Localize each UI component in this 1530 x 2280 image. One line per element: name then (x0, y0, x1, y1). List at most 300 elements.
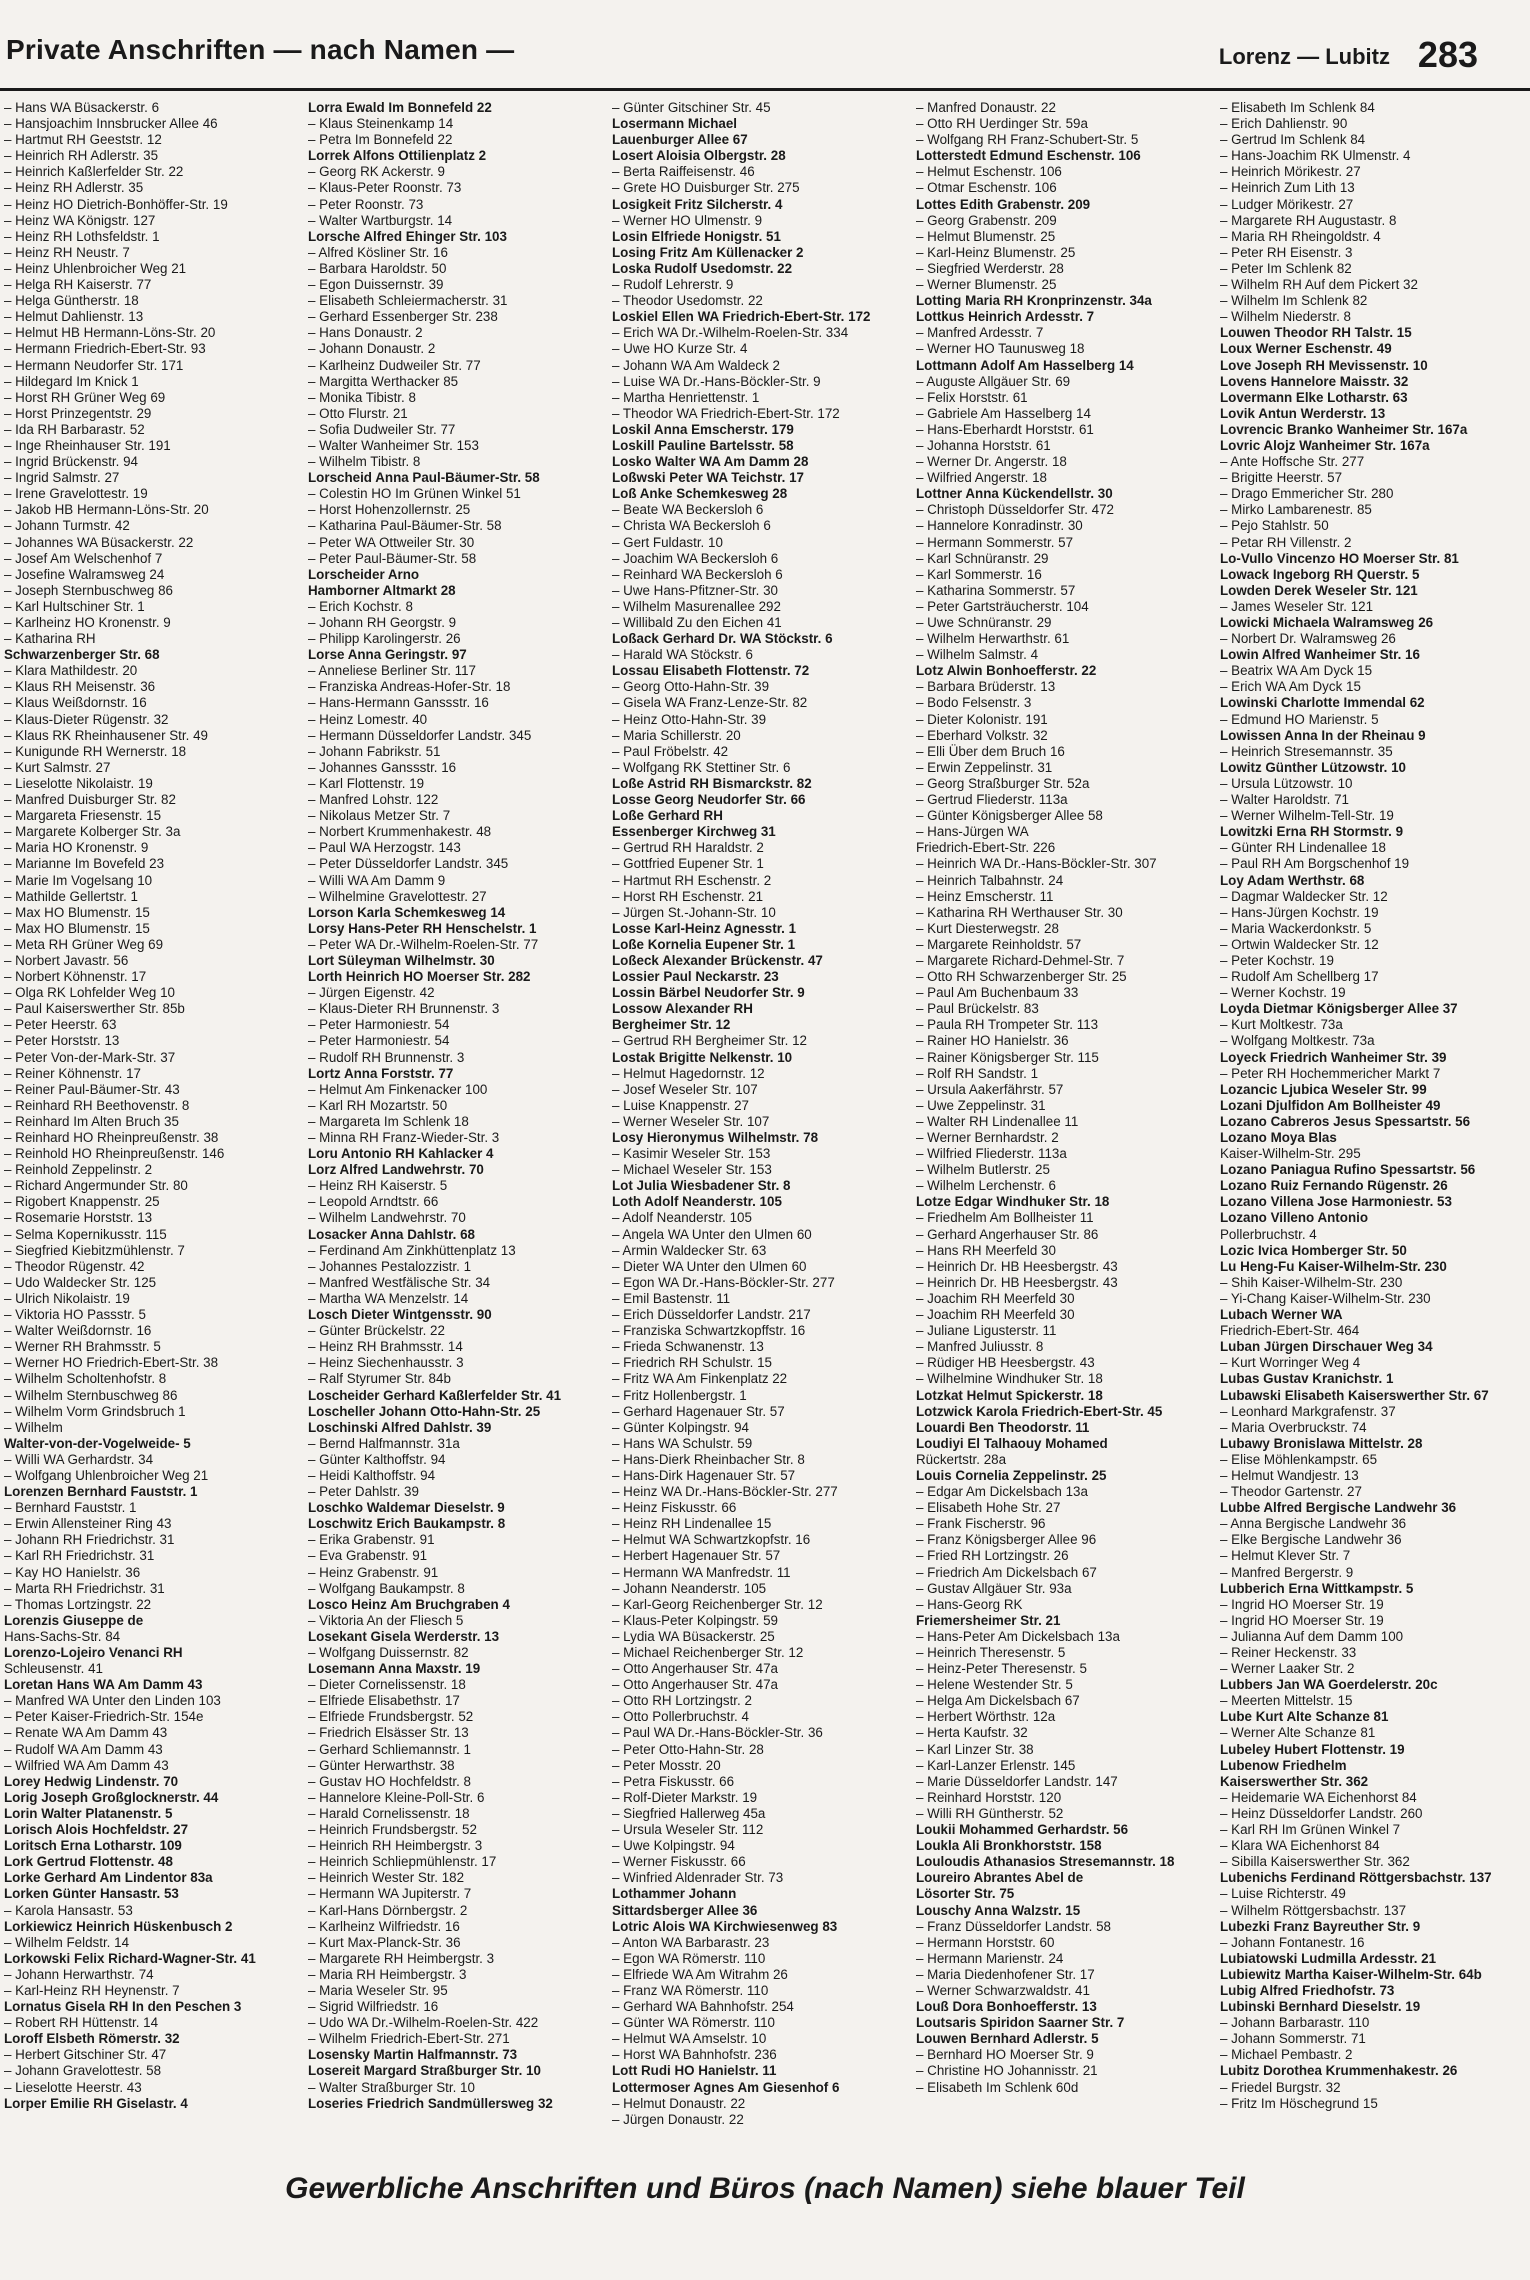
directory-entry: – Marianne Im Bovefeld 23 (4, 856, 165, 872)
directory-entry: Lubawski Elisabeth Kaiserswerther Str. 67 (1220, 1387, 1489, 1403)
directory-entry: – Viktoria HO Passstr. 5 (4, 1307, 146, 1323)
directory-entry: – Udo Waldecker Str. 125 (4, 1274, 157, 1290)
directory-entry: – Ralf Styrumer Str. 84b (308, 1371, 451, 1387)
directory-entry: – Mirko Lambarenestr. 85 (1220, 502, 1372, 518)
directory-entry: Schwarzenberger Str. 68 (4, 647, 160, 663)
directory-entry: – Werner Kochstr. 19 (1220, 985, 1346, 1001)
directory-entry: Lorson Karla Schemkesweg 14 (308, 904, 506, 920)
directory-column-5 (1220, 100, 1524, 2160)
directory-entry: – Armin Waldecker Str. 63 (612, 1242, 767, 1258)
directory-entry: – Heinz RH Neustr. 7 (4, 244, 130, 260)
directory-entry: – Irene Gravelottestr. 19 (4, 486, 148, 502)
directory-entry: – Gerhard WA Bahnhofstr. 254 (612, 1999, 794, 2015)
directory-entry: – Maria Overbruckstr. 74 (1220, 1419, 1367, 1435)
directory-entry: – Hermann WA Manfredstr. 11 (612, 1564, 791, 1580)
directory-entry: – Werner Alte Schanze 81 (1220, 1725, 1376, 1741)
directory-entry: – Ingrid HO Moerser Str. 19 (1220, 1612, 1384, 1628)
directory-entry: Losekant Gisela Werderstr. 13 (308, 1628, 500, 1644)
directory-entry: – Manfred WA Unter den Linden 103 (4, 1693, 221, 1709)
directory-entry: – Frank Fischerstr. 96 (916, 1516, 1046, 1532)
directory-entry: Loß Anke Schemkesweg 28 (612, 486, 788, 502)
directory-entry: – Maria Diedenhofener Str. 17 (916, 1966, 1095, 1982)
directory-entry: – Wilhelm Niederstr. 8 (1220, 309, 1351, 325)
directory-entry: Lozano Paniagua Rufino Spessartstr. 56 (1220, 1162, 1476, 1178)
directory-entry: – Gerhard Schliemannstr. 1 (308, 1741, 472, 1757)
directory-entry: Lubach Werner WA (1220, 1307, 1343, 1323)
directory-entry: Lotzwick Karola Friedrich-Ebert-Str. 45 (916, 1403, 1163, 1419)
directory-entry: – Maria RH Rheingoldstr. 4 (1220, 228, 1381, 244)
directory-entry: Losereit Margard Straßburger Str. 10 (308, 2063, 541, 2079)
directory-entry: – Heinrich Talbahnstr. 24 (916, 872, 1064, 888)
directory-entry: – Heinrich Dr. HB Heesbergstr. 43 (916, 1274, 1118, 1290)
directory-entry: – Klaus Weißdornstr. 16 (4, 695, 147, 711)
directory-entry: Lott Rudi HO Hanielstr. 11 (612, 2063, 777, 2079)
directory-entry: – Elli Über dem Bruch 16 (916, 743, 1065, 759)
directory-entry: – Helmut Wandjestr. 13 (1220, 1467, 1359, 1483)
directory-entry: Losch Dieter Wintgensstr. 90 (308, 1307, 492, 1323)
directory-entry: – Karl Schnüranstr. 29 (916, 550, 1049, 566)
directory-entry: – Wilhelm Masurenallee 292 (612, 598, 781, 614)
directory-entry: – Peter Düsseldorfer Landstr. 345 (308, 856, 509, 872)
directory-entry: Loßwski Peter WA Teichstr. 17 (612, 470, 804, 486)
directory-entry: – Günter Kalthoffstr. 94 (308, 1451, 446, 1467)
page-header (0, 0, 1530, 75)
directory-entry: – Erwin Zeppelinstr. 31 (916, 759, 1053, 775)
directory-entry: – Jakob HB Hermann-Löns-Str. 20 (4, 502, 209, 518)
directory-entry: – Ante Hoffsche Str. 277 (1220, 454, 1365, 470)
directory-entry: Lottermoser Agnes Am Giesenhof 6 (612, 2079, 840, 2095)
directory-entry: – Dieter WA Unter den Ulmen 60 (612, 1258, 807, 1274)
directory-entry: Lubiewitz Martha Kaiser-Wilhelm-Str. 64b (1220, 1966, 1482, 1982)
directory-entry: – Johann Fabrikstr. 51 (308, 743, 441, 759)
directory-entry: – Dieter Cornelissenstr. 18 (308, 1677, 466, 1693)
directory-entry: Bergheimer Str. 12 (612, 1017, 731, 1033)
directory-entry: – Rosemarie Horststr. 13 (4, 1210, 153, 1226)
directory-entry: – Norbert Javastr. 56 (4, 952, 129, 968)
directory-entry: – Günter Gitschiner Str. 45 (612, 100, 771, 115)
directory-entry: – Theodor Gartenstr. 27 (1220, 1484, 1362, 1500)
directory-entry: – Hartmut RH Geeststr. 12 (4, 132, 162, 148)
directory-entry: – Helene Westender Str. 5 (916, 1677, 1073, 1693)
directory-entry: – Julianna Auf dem Damm 100 (1220, 1628, 1404, 1644)
directory-entry: – Paula RH Trompeter Str. 113 (916, 1017, 1099, 1033)
directory-entry: – Otto Pollerbruchstr. 4 (612, 1709, 749, 1725)
directory-entry: Louß Dora Bonhoefferstr. 13 (916, 1999, 1097, 2015)
directory-entry: – Werner HO Taunusweg 18 (916, 341, 1085, 357)
directory-entry: – Walter Straßburger Str. 10 (308, 2079, 475, 2095)
directory-entry: – Jürgen St.-Johann-Str. 10 (612, 904, 776, 920)
directory-entry: Loska Rudolf Usedomstr. 22 (612, 260, 793, 276)
directory-entry: Lorth Heinrich HO Moerser Str. 282 (308, 969, 531, 985)
directory-entry: Lorisch Alois Hochfeldstr. 27 (4, 1822, 189, 1838)
directory-entry: – Günter Königsberger Allee 58 (916, 808, 1103, 824)
directory-entry: – Peter Mosstr. 20 (612, 1757, 721, 1773)
directory-entry: – Maria Weseler Str. 95 (308, 1982, 448, 1998)
directory-entry: – Kay HO Hanielstr. 36 (4, 1564, 141, 1580)
directory-entry: – Margarete Reinholdstr. 57 (916, 936, 1082, 952)
directory-entry: – Yi-Chang Kaiser-Wilhelm-Str. 230 (1220, 1290, 1431, 1306)
directory-entry: – Norbert Köhnenstr. 17 (4, 969, 147, 985)
directory-entry: Lortz Anna Forststr. 77 (308, 1065, 454, 1081)
directory-entry: – Peter Von-der-Mark-Str. 37 (4, 1049, 176, 1065)
directory-entry: – Heinrich Kaßlerfelder Str. 22 (4, 164, 184, 180)
directory-entry: – Jürgen Eigenstr. 42 (308, 985, 435, 1001)
directory-entry: – Frieda Schwanenstr. 13 (612, 1339, 764, 1355)
directory-entry: Losse Karl-Heinz Agnesstr. 1 (612, 920, 797, 936)
directory-entry: – Michael Pembastr. 2 (1220, 2047, 1353, 2063)
directory-entry: Lowack Ingeborg RH Querstr. 5 (1220, 566, 1420, 582)
directory-entry: – Kurt Max-Planck-Str. 36 (308, 1934, 461, 1950)
directory-entry: Walter-von-der-Vogelweide- 5 (4, 1435, 191, 1451)
directory-entry: – Wilhelm Landwehrstr. 70 (308, 1210, 466, 1226)
directory-entry: – Margareta Friesenstr. 15 (4, 808, 162, 824)
directory-entry: – Fritz WA Am Finkenplatz 22 (612, 1371, 788, 1387)
directory-entry: Lorscheid Anna Paul-Bäumer-Str. 58 (308, 470, 540, 486)
directory-columns (4, 100, 1524, 2160)
directory-entry: – Johann WA Am Waldeck 2 (612, 357, 780, 373)
directory-entry: – Margitta Werthacker 85 (308, 373, 459, 389)
directory-entry: – Walter Weißdornstr. 16 (4, 1323, 152, 1339)
directory-entry: Loureiro Abrantes Abel de (916, 1870, 1084, 1886)
directory-entry: – Siegfried Hallerweg 45a (612, 1805, 766, 1821)
directory-entry: – Hannelore Kleine-Poll-Str. 6 (308, 1789, 485, 1805)
directory-entry: – Manfred Lohstr. 122 (308, 792, 439, 808)
directory-entry: – Gert Fuldastr. 10 (612, 534, 723, 550)
directory-entry: – Uwe Zeppelinstr. 31 (916, 1097, 1046, 1113)
directory-entry: – Elfriede Elisabethstr. 17 (308, 1693, 460, 1709)
directory-entry: – Hermann Horststr. 60 (916, 1934, 1055, 1950)
directory-entry: – Marta RH Friedrichstr. 31 (4, 1580, 165, 1596)
directory-entry: – Rolf RH Sandstr. 1 (916, 1065, 1039, 1081)
directory-entry: – Joseph Sternbuschweg 86 (4, 582, 173, 598)
directory-entry: – Elfriede Frundsbergstr. 52 (308, 1709, 474, 1725)
directory-entry: – Heinrich RH Heimbergstr. 3 (308, 1838, 483, 1854)
directory-entry: – Reinhard WA Beckersloh 6 (612, 566, 783, 582)
directory-entry: – Horst Prinzegentstr. 29 (4, 405, 152, 421)
directory-entry: – Petar RH Villenstr. 2 (1220, 534, 1352, 550)
directory-entry: – Günter Herwarthstr. 38 (308, 1757, 455, 1773)
directory-entry: Lauenburger Allee 67 (612, 132, 748, 148)
directory-entry: – Karl-Hans Dörnbergstr. 2 (308, 1902, 468, 1918)
directory-entry: – Ortwin Waldecker Str. 12 (1220, 936, 1379, 952)
directory-entry: – Gertrud RH Bergheimer Str. 12 (612, 1033, 807, 1049)
directory-entry: – Maria Schillerstr. 20 (612, 727, 741, 743)
directory-entry: Lorkiewicz Heinrich Hüskenbusch 2 (4, 1918, 233, 1934)
directory-entry: – Siegfried Kiebitzmühlenstr. 7 (4, 1242, 185, 1258)
directory-entry: – Wilhelm (4, 1419, 63, 1435)
directory-entry: Friedrich-Ebert-Str. 226 (916, 840, 1056, 856)
directory-entry: – Helmut WA Schwartzkopfstr. 16 (612, 1532, 811, 1548)
directory-entry: Lowin Alfred Wanheimer Str. 16 (1220, 647, 1420, 663)
directory-entry: – Reinhard Horststr. 120 (916, 1789, 1062, 1805)
directory-entry: – Gisela WA Franz-Lenze-Str. 82 (612, 695, 808, 711)
directory-entry: – Erich Kochstr. 8 (308, 598, 413, 614)
directory-entry: – Theodor Usedomstr. 22 (612, 293, 763, 309)
directory-entry: – Elisabeth Schleiermacherstr. 31 (308, 293, 508, 309)
directory-entry: – Paul Fröbelstr. 42 (612, 743, 729, 759)
directory-entry: – Klaus-Peter Roonstr. 73 (308, 180, 462, 196)
directory-entry: – Werner Wilhelm-Tell-Str. 19 (1220, 808, 1394, 824)
directory-entry: – Luise WA Dr.-Hans-Böckler-Str. 9 (612, 373, 821, 389)
directory-entry: – Otmar Eschenstr. 106 (916, 180, 1057, 196)
directory-entry: – Peter WA Dr.-Wilhelm-Roelen-Str. 77 (308, 936, 539, 952)
directory-entry: – Karl-Lanzer Erlenstr. 145 (916, 1757, 1076, 1773)
directory-entry: – Reinhard Im Alten Bruch 35 (4, 1113, 179, 1129)
directory-entry: – Willibald Zu den Eichen 41 (612, 615, 782, 630)
directory-entry: – Johannes Pestalozzistr. 1 (308, 1258, 472, 1274)
directory-entry: – Sigrid Wilfriedstr. 16 (308, 1999, 439, 2015)
directory-entry: – Ludger Mörikestr. 27 (1220, 196, 1354, 212)
directory-entry: – Otto Angerhauser Str. 47a (612, 1661, 779, 1677)
directory-entry: – Otto RH Uerdinger Str. 59a (916, 116, 1088, 132)
directory-entry: – Karl-Heinz RH Heynenstr. 7 (4, 1982, 180, 1998)
directory-entry: – Günter RH Lindenallee 18 (1220, 840, 1387, 856)
directory-entry: – Klaus-Peter Kolpingstr. 59 (612, 1612, 778, 1628)
directory-entry: – Marie Düsseldorfer Landstr. 147 (916, 1773, 1118, 1789)
directory-entry: – Heinz RH Kaiserstr. 5 (308, 1178, 448, 1194)
directory-entry: – Werner Bernhardstr. 2 (916, 1130, 1059, 1145)
directory-entry: – Manfred Bergerstr. 9 (1220, 1564, 1354, 1580)
directory-entry: – Elisabeth Hohe Str. 27 (916, 1500, 1061, 1516)
directory-entry: Loße Kornelia Eupener Str. 1 (612, 936, 796, 952)
directory-entry: – Kasimir Weseler Str. 153 (612, 1146, 771, 1162)
directory-entry: Lorz Alfred Landwehrstr. 70 (308, 1162, 484, 1178)
directory-entry: – Ingrid Salmstr. 27 (4, 470, 120, 486)
directory-entry: Loschko Waldemar Dieselstr. 9 (308, 1500, 505, 1516)
directory-entry: – Gerhard Essenberger Str. 238 (308, 309, 498, 325)
directory-entry: Lowissen Anna In der Rheinau 9 (1220, 727, 1426, 743)
directory-entry: – Heinrich Mörikestr. 27 (1220, 164, 1361, 180)
directory-entry: – Otto Angerhauser Str. 47a (612, 1677, 779, 1693)
directory-entry: Lubenow Friedhelm (1220, 1757, 1347, 1773)
directory-entry: – Wilfried Fliederstr. 113a (916, 1146, 1067, 1162)
directory-entry: Lozano Villena Jose Harmoniestr. 53 (1220, 1194, 1452, 1210)
directory-entry: Lorse Anna Geringstr. 97 (308, 647, 467, 663)
directory-entry: – Heidi Kalthoffstr. 94 (308, 1467, 436, 1483)
directory-entry: – Johann Donaustr. 2 (308, 341, 436, 357)
directory-entry: – Friedrich Elsässer Str. 13 (308, 1725, 469, 1741)
directory-entry: – Reiner Heckenstr. 33 (1220, 1645, 1357, 1660)
directory-entry: – Gottfried Eupener Str. 1 (612, 856, 764, 872)
directory-entry: – Heinz Lomestr. 40 (308, 711, 428, 727)
directory-entry: – Heinz Düsseldorfer Landstr. 260 (1220, 1805, 1423, 1821)
directory-entry: Kaiserswerther Str. 362 (1220, 1773, 1369, 1789)
directory-entry: – Franz Königsberger Allee 96 (916, 1532, 1097, 1548)
directory-entry: – Heinrich Wester Str. 182 (308, 1870, 465, 1886)
directory-entry: – Kurt Salmstr. 27 (4, 759, 111, 775)
directory-entry: – Margarete RH Augustastr. 8 (1220, 212, 1397, 228)
directory-entry: Lossin Bärbel Neudorfer Str. 9 (612, 985, 805, 1001)
directory-entry: – Paul Brückelstr. 83 (916, 1001, 1039, 1017)
directory-entry: – Peter Kochstr. 19 (1220, 952, 1334, 968)
directory-entry: – Rainer HO Hanielstr. 36 (916, 1033, 1069, 1049)
directory-entry: – Karl RH Im Grünen Winkel 7 (1220, 1822, 1401, 1838)
directory-entry: Lotric Alois WA Kirchwiesenweg 83 (612, 1918, 838, 1934)
directory-entry: Loße Astrid RH Bismarckstr. 82 (612, 775, 812, 791)
directory-entry: – Herbert Hagenauer Str. 57 (612, 1548, 781, 1564)
directory-entry: – Paul WA Herzogstr. 143 (308, 840, 461, 856)
directory-entry: Losacker Anna Dahlstr. 68 (308, 1226, 475, 1242)
directory-entry: – Margarete Richard-Dehmel-Str. 7 (916, 952, 1125, 968)
directory-entry: – Otto Flurstr. 21 (308, 405, 408, 421)
directory-entry: – Paul Kaiserswerther Str. 85b (4, 1001, 185, 1017)
directory-entry: – Manfred Ardesstr. 7 (916, 325, 1044, 341)
directory-entry: – Friedhelm Am Bollheister 11 (916, 1210, 1094, 1226)
directory-entry: Losensky Martin Halfmannstr. 73 (308, 2047, 518, 2063)
directory-entry: – Maria HO Kronenstr. 9 (4, 840, 149, 856)
directory-entry: Lorey Hedwig Lindenstr. 70 (4, 1773, 179, 1789)
directory-entry: Sittardsberger Allee 36 (612, 1902, 758, 1918)
directory-entry: – Philipp Karolingerstr. 26 (308, 631, 461, 647)
directory-entry: – Max HO Blumenstr. 15 (4, 920, 150, 936)
directory-entry: Losin Elfriede Honigstr. 51 (612, 228, 781, 244)
directory-entry: – Joachim WA Beckersloh 6 (612, 550, 779, 566)
directory-entry: Friemersheimer Str. 21 (916, 1612, 1061, 1628)
directory-entry: – Franz WA Römerstr. 110 (612, 1982, 769, 1998)
directory-entry: Lorkowski Felix Richard-Wagner-Str. 41 (4, 1950, 256, 1966)
directory-entry: – Karlheinz Dudweiler Str. 77 (308, 357, 481, 373)
directory-entry: Love Joseph RH Mevissenstr. 10 (1220, 357, 1428, 373)
directory-entry: – Heinz WA Dr.-Hans-Böckler-Str. 277 (612, 1484, 838, 1500)
directory-entry: Loyeck Friedrich Wanheimer Str. 39 (1220, 1049, 1447, 1065)
directory-entry: – Walter RH Lindenallee 11 (916, 1113, 1079, 1129)
directory-entry: – Alfred Kösliner Str. 16 (308, 244, 448, 260)
directory-entry: – Sofia Dudweiler Str. 77 (308, 421, 456, 437)
directory-entry: – Heinz Siechenhausstr. 3 (308, 1355, 464, 1371)
directory-entry: – Karlheinz Wilfriedstr. 16 (308, 1918, 460, 1934)
directory-entry: – Christoph Düsseldorfer Str. 472 (916, 502, 1114, 518)
directory-entry: Lossier Paul Neckarstr. 23 (612, 969, 779, 985)
directory-entry: – Maria RH Heimbergstr. 3 (308, 1966, 467, 1982)
directory-entry: Lovermann Elke Lotharstr. 63 (1220, 389, 1408, 405)
directory-entry: – Hans-Peter Am Dickelsbach 13a (916, 1628, 1120, 1644)
directory-entry: – Kurt Diesterwegstr. 28 (916, 920, 1059, 936)
directory-entry: Lowden Derek Weseler Str. 121 (1220, 582, 1418, 598)
directory-entry: Lossau Elisabeth Flottenstr. 72 (612, 663, 810, 679)
directory-entry: – Walter Wanheimer Str. 153 (308, 437, 479, 453)
directory-entry: Lotz Alwin Bonhoefferstr. 22 (916, 663, 1097, 679)
directory-entry: – Hermann WA Jupiterstr. 7 (308, 1886, 472, 1902)
directory-entry: – Auguste Allgäuer Str. 69 (916, 373, 1071, 389)
directory-entry: – Barbara Haroldstr. 50 (308, 260, 447, 276)
directory-entry: – Heinz RH Lindenallee 15 (612, 1516, 772, 1532)
directory-entry: Losse Georg Neudorfer Str. 66 (612, 792, 806, 808)
page-number: 283 (1417, 34, 1478, 75)
directory-entry: – Gustav HO Hochfeldstr. 8 (308, 1773, 471, 1789)
directory-entry: – Heinz RH Brahmsstr. 14 (308, 1339, 463, 1355)
directory-entry: – Hans-Jürgen WA (916, 824, 1029, 840)
directory-entry: Lorenzen Bernhard Fauststr. 1 (4, 1484, 198, 1500)
directory-entry: – Georg Otto-Hahn-Str. 39 (612, 679, 770, 695)
directory-entry: – Peter Harmoniestr. 54 (308, 1033, 450, 1049)
directory-entry: – Peter RH Eisenstr. 3 (1220, 244, 1353, 260)
directory-entry: – Kurt Worringer Weg 4 (1220, 1355, 1361, 1371)
directory-entry: – Heinz RH Adlerstr. 35 (4, 180, 144, 196)
directory-entry: Losert Aloisia Olbergstr. 28 (612, 148, 786, 164)
directory-entry: – Theodor Rügenstr. 42 (4, 1258, 145, 1274)
directory-entry: Rückertstr. 28a (916, 1451, 1007, 1467)
directory-entry: Lozic Ivica Homberger Str. 50 (1220, 1242, 1407, 1258)
directory-entry: – Johann Neanderstr. 105 (612, 1580, 767, 1596)
directory-entry: – Hans-Hermann Ganssstr. 16 (308, 695, 489, 711)
directory-entry: – Katharina RH Werthauser Str. 30 (916, 904, 1123, 920)
directory-entry: Loschwitz Erich Baukampstr. 8 (308, 1516, 506, 1532)
directory-entry: – Inge Rheinhauser Str. 191 (4, 437, 171, 453)
directory-entry: – Ursula Weseler Str. 112 (612, 1822, 764, 1838)
directory-entry: – Wilhelm Im Schlenk 82 (1220, 293, 1368, 309)
directory-entry: – Walter Haroldstr. 71 (1220, 792, 1349, 808)
directory-entry: Lothammer Johann (612, 1886, 737, 1902)
directory-entry: Lo-Vullo Vincenzo HO Moerser Str. 81 (1220, 550, 1459, 566)
directory-entry: – Winfried Aldenrader Str. 73 (612, 1870, 784, 1886)
directory-entry: Lubberich Erna Wittkampstr. 5 (1220, 1580, 1414, 1596)
directory-entry: Loße Gerhard RH (612, 808, 723, 824)
directory-entry: – Johann Turmstr. 42 (4, 518, 130, 534)
directory-entry: – Joachim RH Meerfeld 30 (916, 1307, 1075, 1323)
directory-entry: – Heinz WA Königstr. 127 (4, 212, 156, 228)
directory-entry: – Werner RH Brahmsstr. 5 (4, 1339, 161, 1355)
directory-entry: Loukla Ali Bronkhorststr. 158 (916, 1838, 1102, 1854)
directory-entry: – Hans RH Meerfeld 30 (916, 1242, 1056, 1258)
directory-entry: – Uwe Schnüranstr. 29 (916, 615, 1052, 630)
directory-entry: – Hans WA Schulstr. 59 (612, 1435, 753, 1451)
directory-entry: – Karl Linzer Str. 38 (916, 1741, 1034, 1757)
directory-entry: – Günter Kolpingstr. 94 (612, 1419, 749, 1435)
directory-entry: Loschinski Alfred Dahlstr. 39 (308, 1419, 492, 1435)
directory-entry: Lubezki Franz Bayreuther Str. 9 (1220, 1918, 1421, 1934)
directory-entry: – Helmut Eschenstr. 106 (916, 164, 1062, 180)
directory-entry: – Jürgen Donaustr. 22 (612, 2111, 744, 2127)
directory-entry: – Harald WA Stöckstr. 6 (612, 647, 753, 663)
directory-entry: – Hermann Sommerstr. 57 (916, 534, 1074, 550)
directory-entry: – Ida RH Barbarastr. 52 (4, 421, 145, 437)
directory-entry: – Beate WA Beckersloh 6 (612, 502, 764, 518)
directory-entry: – Norbert Krummenhakestr. 48 (308, 824, 492, 840)
directory-entry: – Wilhelm Vorm Grindsbruch 1 (4, 1403, 186, 1419)
directory-entry: – Beatrix WA Am Dyck 15 (1220, 663, 1373, 679)
directory-entry: – Grete HO Duisburger Str. 275 (612, 180, 800, 196)
directory-entry: – Rüdiger HB Heesbergstr. 43 (916, 1355, 1095, 1371)
directory-entry: – Elise Möhlenkampstr. 65 (1220, 1451, 1378, 1467)
directory-entry: Pollerbruchstr. 4 (1220, 1226, 1317, 1242)
directory-entry: – Siegfried Werderstr. 28 (916, 260, 1064, 276)
directory-entry: – Werner Fiskusstr. 66 (612, 1854, 746, 1870)
directory-entry: – Wilhelm RH Auf dem Pickert 32 (1220, 277, 1418, 293)
directory-entry: Lovric Alojz Wanheimer Str. 167a (1220, 437, 1430, 453)
directory-entry: – Bernhard HO Moerser Str. 9 (916, 2047, 1094, 2063)
directory-entry: – Max HO Blumenstr. 15 (4, 904, 150, 920)
directory-entry: – Johann RH Friedrichstr. 31 (4, 1532, 175, 1548)
directory-entry: Lozano Moya Blas (1220, 1130, 1337, 1145)
directory-entry: – Herbert Gitschiner Str. 47 (4, 2047, 167, 2063)
directory-entry: – Hermann Friedrich-Ebert-Str. 93 (4, 341, 206, 357)
directory-entry: – Barbara Brüderstr. 13 (916, 679, 1056, 695)
directory-entry: – Helmut Donaustr. 22 (612, 2095, 746, 2111)
directory-entry: – Wilhelmine Gravelottestr. 27 (308, 888, 487, 904)
directory-entry: Lubenichs Ferdinand Röttgersbachstr. 137 (1220, 1870, 1492, 1886)
directory-entry: Lovrencic Branko Wanheimer Str. 167a (1220, 421, 1468, 437)
directory-entry: Loutsaris Spiridon Saarner Str. 7 (916, 2015, 1125, 2031)
directory-entry: – Peter Roonstr. 73 (308, 196, 424, 212)
directory-entry: – Otto RH Lortzingstr. 2 (612, 1693, 752, 1709)
directory-entry: – Peter Im Schlenk 82 (1220, 260, 1352, 276)
directory-entry: – Wilhelmine Windhuker Str. 18 (916, 1371, 1103, 1387)
directory-entry: – Erich WA Am Dyck 15 (1220, 679, 1361, 695)
directory-entry: – Erwin Allensteiner Ring 43 (4, 1516, 172, 1532)
directory-entry: Lorper Emilie RH Giselastr. 4 (4, 2095, 188, 2111)
directory-entry: Lozano Villeno Antonio (1220, 1210, 1369, 1226)
directory-entry: – Karl-Heinz Blumenstr. 25 (916, 244, 1076, 260)
